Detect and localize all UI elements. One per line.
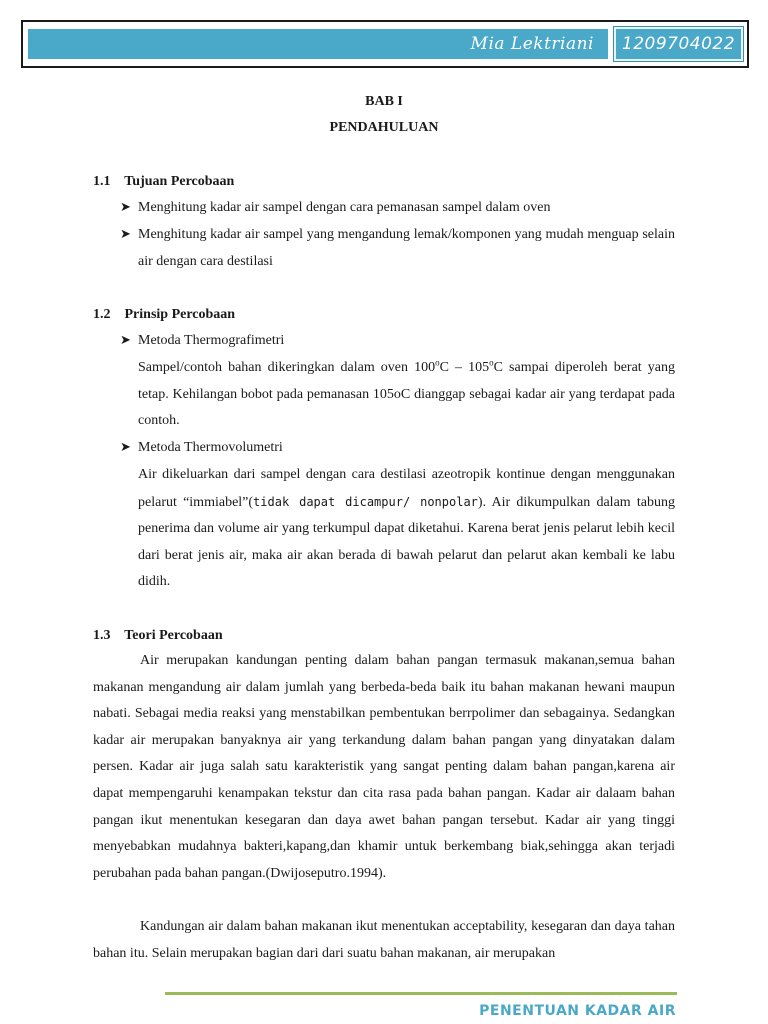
- arrow-bullet-icon: ➤: [120, 227, 131, 242]
- body-paragraph: [93, 648, 675, 887]
- student-id: 1209704022: [621, 34, 736, 54]
- page-header: [21, 20, 749, 68]
- text-run: Sampel/contoh bahan dikeringkan dalam oven 100: [138, 360, 436, 375]
- header-name-bar: [28, 29, 608, 59]
- list-item: [120, 222, 675, 275]
- text-run: tidak dapat dicampur/ nonpolar: [253, 494, 478, 509]
- list-item-text: Menghitung kadar air sampel dengan cara pemanasan sampel dalam oven: [138, 200, 551, 215]
- section-heading-1-2: [93, 307, 235, 323]
- list-item: [120, 435, 675, 462]
- section-number: 1.1: [93, 174, 111, 189]
- list-item: [120, 328, 675, 355]
- paragraph-text: Air merupakan kandungan penting dalam bahan pangan termasuk makanan,semua bahan makanan mengandung air dalam jumlah yang berbeda-beda baik itu bahan makanan hewani maupun nabati. Sebagai media reaksi yang menstabilkan pembentukan berrpolimer dan sebagainya. Sedangkan kadar air merupakan banyaknya air yang terkandung dalam bahan pangan yang dinyatakan dalam persen. Kadar air juga salah satu karakteristik yang sangat penting dalam bahan pangan,karena air dapat mempengaruhi kenampakan tekstur dan cita rasa pada bahan pangan. Kadar air dalaam bahan pangan ikut menentukan kesegaran dan daya awet bahan pangan tersebut. Kadar air yang tinggi menyebabkan mudahnya bakteri,kapang,dan khamir untuk berkembang biak,sehingga akan terjadi perubahan pada bahan pangan.(Dwijoseputro.1994).: [93, 653, 675, 881]
- list-item: [120, 195, 675, 222]
- chapter-title: PENDAHULUAN: [329, 120, 439, 135]
- paragraph-text: Kandungan air dalam bahan makanan ikut menentukan acceptability, kesegaran dan daya tahan bahan itu. Selain merupakan bagian dari dari suatu bahan makanan, air merupakan: [93, 919, 675, 961]
- footer-title: PENENTUAN KADAR AIR: [479, 1003, 676, 1019]
- arrow-bullet-icon: ➤: [120, 333, 131, 348]
- footer-divider: [165, 992, 677, 995]
- section-number: 1.3: [93, 628, 111, 643]
- section-heading-1-3: [93, 628, 223, 644]
- degree-superscript: o: [489, 357, 494, 368]
- section-title: Teori Percobaan: [124, 628, 223, 643]
- section-title: Tujuan Percobaan: [124, 174, 235, 189]
- section-number: 1.2: [93, 307, 111, 322]
- text-run: ). Air dikumpulkan dalam tabung penerima dan volume air yang terkumpul dapat diketahui. Karena berat jenis pelarut lebih kecil dari berat jenis air, maka air akan berada di bawah pelarut dan pelarut akan kembali ke labu didih.: [138, 494, 675, 589]
- body-paragraph: [93, 914, 675, 967]
- method-title: Metoda Thermovolumetri: [138, 440, 283, 455]
- text-run: Air dikeluarkan dari sampel dengan cara destilasi azeotropik kontinue dengan menggunakan pelarut “immiabel”(: [138, 467, 675, 510]
- text-run: C sampai diperoleh berat yang tetap. Kehilangan bobot pada pemanasan 105oC dianggap sebagai kadar air yang terdapat pada contoh.: [138, 360, 675, 428]
- section-title: Prinsip Percobaan: [124, 307, 236, 322]
- header-id-box: [614, 27, 743, 61]
- method-description: [138, 355, 675, 435]
- arrow-bullet-icon: ➤: [120, 200, 131, 215]
- method-title: Metoda Thermografimetri: [138, 333, 285, 348]
- author-name: Mia Lektriani: [470, 34, 594, 54]
- list-item-text: Menghitung kadar air sampel yang mengandung lemak/komponen yang mudah menguap selain air dengan cara destilasi: [138, 227, 675, 269]
- text-run: C – 105: [439, 360, 490, 375]
- degree-superscript: o: [435, 357, 440, 368]
- method-description: [138, 462, 675, 596]
- arrow-bullet-icon: ➤: [120, 440, 131, 455]
- chapter-number: BAB I: [365, 94, 403, 109]
- section-heading-1-1: [93, 174, 234, 190]
